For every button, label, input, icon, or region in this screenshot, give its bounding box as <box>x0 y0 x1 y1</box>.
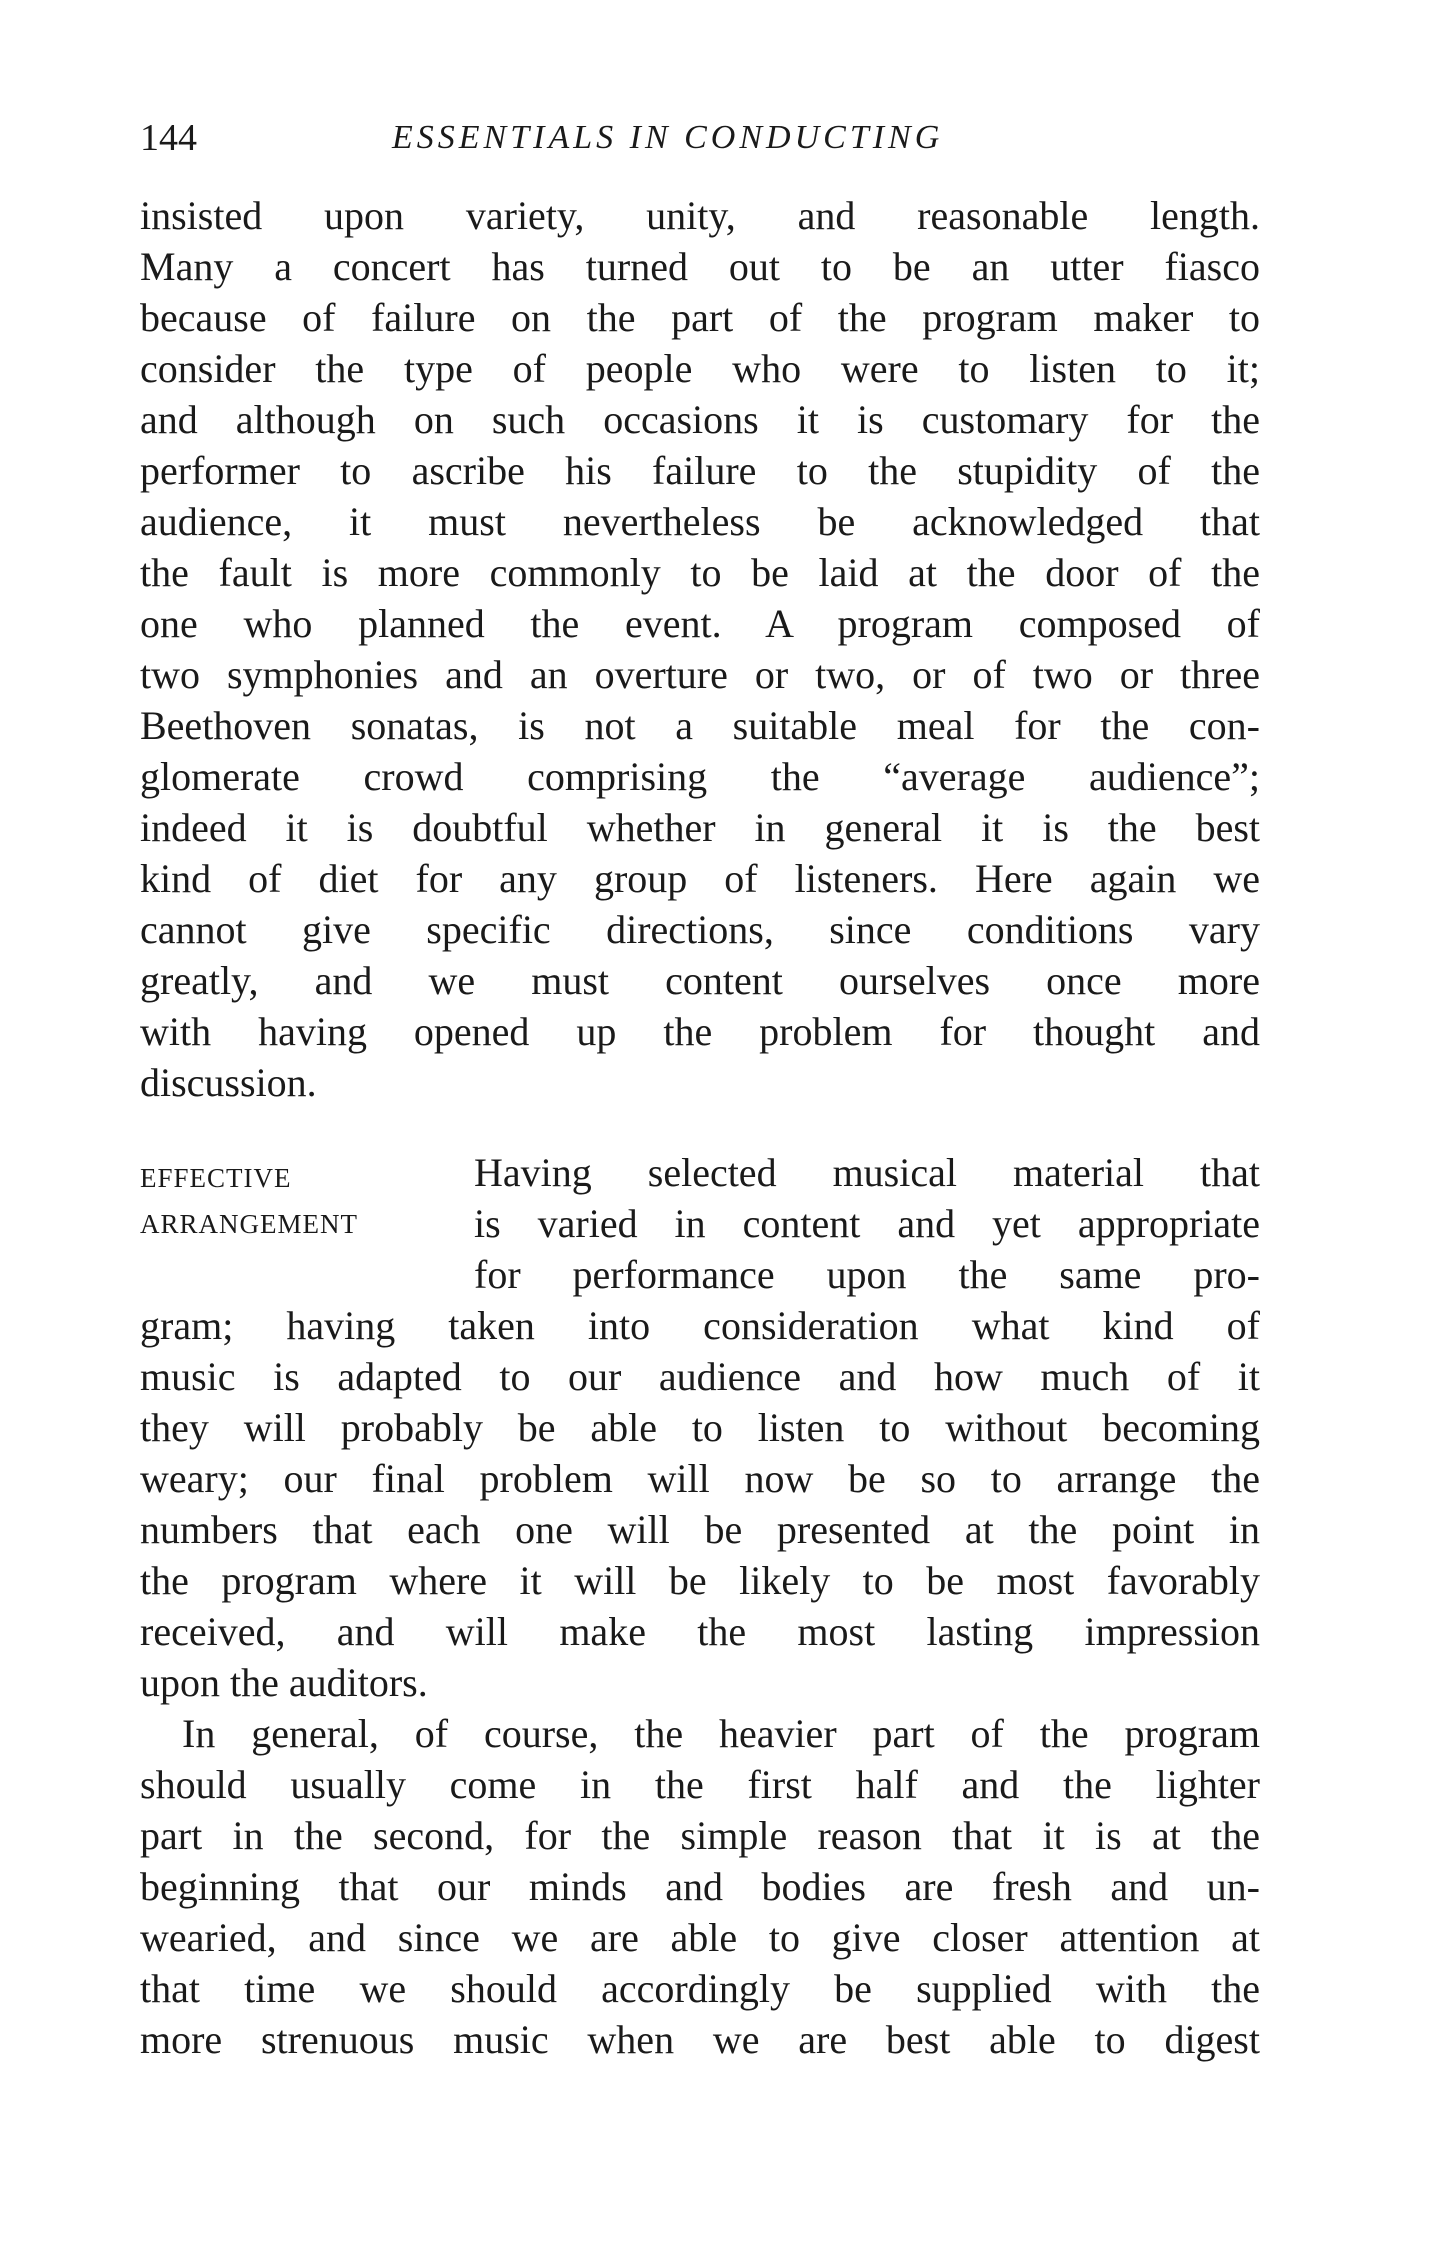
text-line: upon the auditors. <box>140 1660 428 1705</box>
text-line: cannot give specific directions, since conditions vary <box>140 907 1260 952</box>
text-line: In general, of course, the heavier part of the program <box>182 1711 1260 1756</box>
marginal-heading-line: ARRANGEMENT <box>140 1209 358 1239</box>
text-line: beginning that our minds and bodies are fresh and un- <box>140 1864 1260 1909</box>
text-line: the fault is more commonly to be laid at the door of the <box>140 550 1260 595</box>
paragraph-1 <box>140 190 1260 1108</box>
text-line: weary; our final problem will now be so to arrange the <box>140 1456 1260 1501</box>
text-line: performer to ascribe his failure to the stupidity of the <box>140 448 1260 493</box>
text-line: greatly, and we must content ourselves once more <box>140 958 1260 1003</box>
text-line: that time we should accordingly be supplied with the <box>140 1966 1260 2011</box>
text-line: Having selected musical material that <box>474 1150 1260 1195</box>
marginal-heading-line: EFFECTIVE <box>140 1163 292 1193</box>
text-line: insisted upon variety, unity, and reasonable length. <box>140 193 1260 238</box>
text-line: is varied in content and yet appropriate <box>474 1201 1260 1246</box>
text-line: received, and will make the most lasting impression <box>140 1609 1260 1654</box>
running-title: ESSENTIALS IN CONDUCTING <box>392 119 944 156</box>
text-line: and although on such occasions it is customary for the <box>140 397 1260 442</box>
paragraph-3 <box>140 1708 1260 2065</box>
text-line: for performance upon the same pro- <box>474 1252 1260 1297</box>
text-line: discussion. <box>140 1060 317 1105</box>
text-line: one who planned the event. A program composed of <box>140 601 1260 646</box>
marginal-heading <box>140 1155 460 1247</box>
text-line: music is adapted to our audience and how much of it <box>140 1354 1260 1399</box>
page-number: 144 <box>140 117 197 159</box>
text-line: indeed it is doubtful whether in general it is the best <box>140 805 1260 850</box>
text-line: because of failure on the part of the program maker to <box>140 295 1260 340</box>
text-line: consider the type of people who were to listen to it; <box>140 346 1260 391</box>
text-line: gram; having taken into consideration what kind of <box>140 1303 1260 1348</box>
running-head <box>140 110 1260 166</box>
text-line: should usually come in the first half and the lighter <box>140 1762 1260 1807</box>
paragraph-2 <box>140 1300 1260 1708</box>
text-line: two symphonies and an overture or two, or of two or three <box>140 652 1260 697</box>
text-line: audience, it must nevertheless be acknowledged that <box>140 499 1260 544</box>
text-line: more strenuous music when we are best able to digest <box>140 2017 1260 2062</box>
text-line: Many a concert has turned out to be an utter fiasco <box>140 244 1260 289</box>
text-line: the program where it will be likely to be most favorably <box>140 1558 1260 1603</box>
text-line: kind of diet for any group of listeners. Here again we <box>140 856 1260 901</box>
text-line: Beethoven sonatas, is not a suitable meal for the con- <box>140 703 1260 748</box>
paragraph-2-opening <box>474 1147 1260 1300</box>
text-line: numbers that each one will be presented at the point in <box>140 1507 1260 1552</box>
text-line: wearied, and since we are able to give closer attention at <box>140 1915 1260 1960</box>
text-line: they will probably be able to listen to without becoming <box>140 1405 1260 1450</box>
text-line: with having opened up the problem for thought and <box>140 1009 1260 1054</box>
text-line: part in the second, for the simple reason that it is at the <box>140 1813 1260 1858</box>
text-line: glomerate crowd comprising the “average audience”; <box>140 754 1260 799</box>
